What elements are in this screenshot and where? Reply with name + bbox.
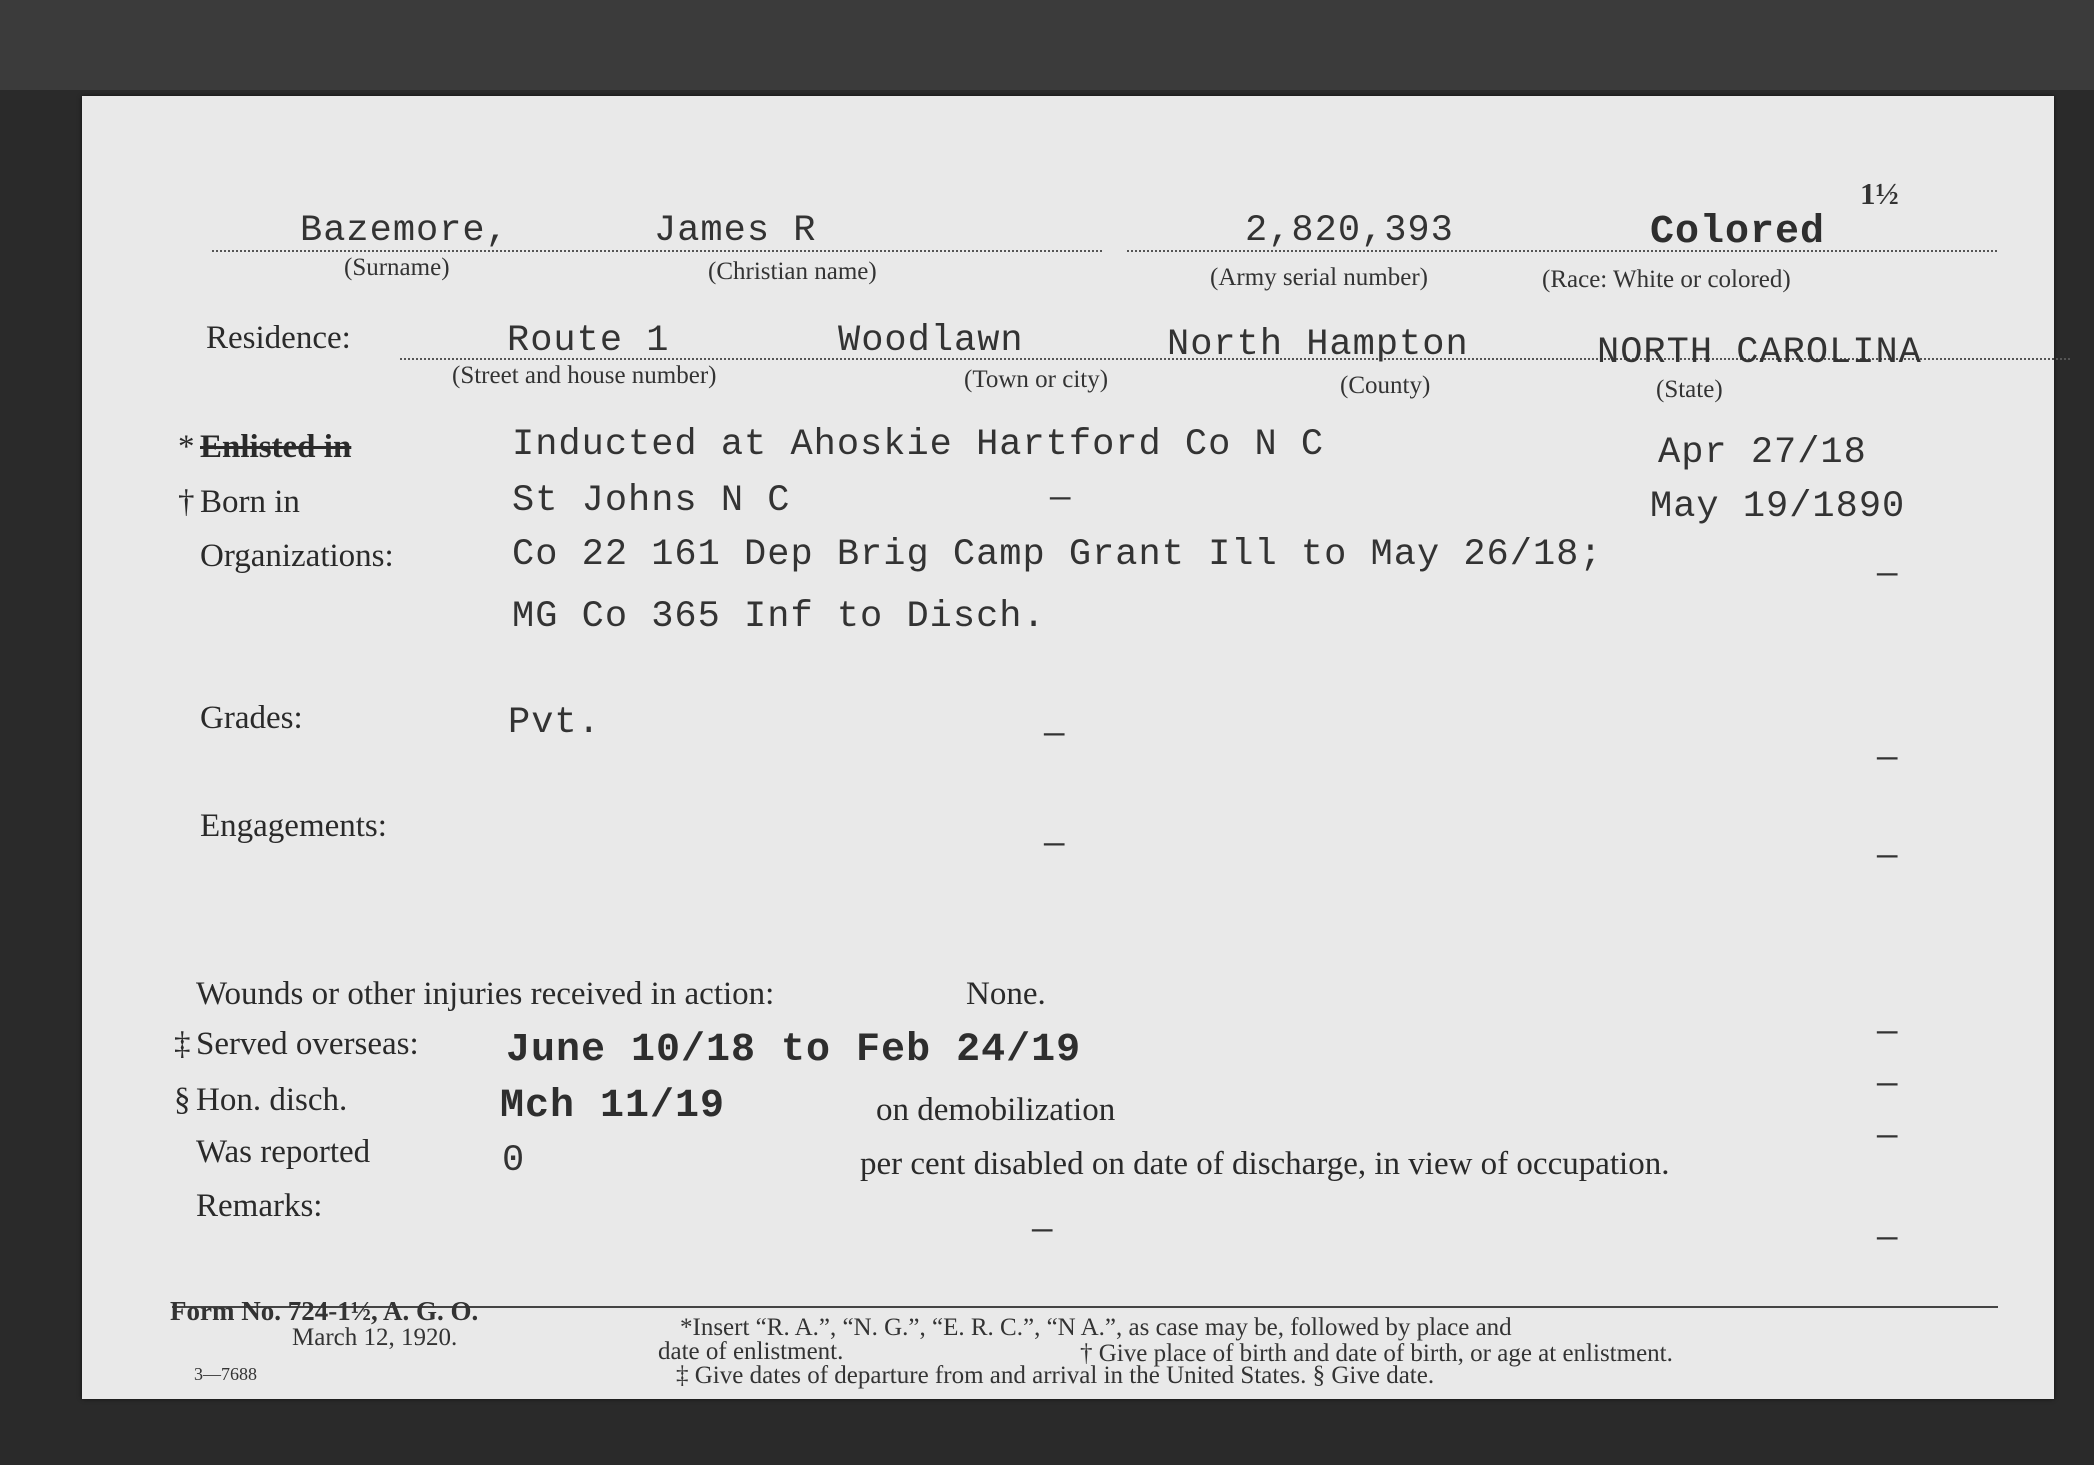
born-value: St Johns N C [512,480,791,522]
county-value: North Hampton [1167,324,1469,366]
dash-mark: — [1877,1118,1898,1156]
form-date: March 12, 1920. [292,1324,458,1351]
footnote-line1: *Insert “R. A.”, “N. G.”, “E. R. C.”, “N A.”, as case may be, followed by place and [680,1314,1512,1341]
reported-label: Was reported [196,1134,371,1170]
street-value: Route 1 [507,320,670,362]
caption-street: (Street and house number) [452,362,717,389]
residence-label: Residence: [206,320,351,356]
card-number: 1½ [1860,176,1899,211]
overseas-value: June 10/18 to Feb 24/19 [506,1028,1082,1073]
born-dagger: † [178,484,195,520]
enlisted-value: Inducted at Ahoskie Hartford Co N C [512,424,1325,466]
born-label: Born in [200,484,300,520]
grades-value: Pvt. [508,702,601,744]
dash-mark: — [1877,556,1898,594]
discharge-value: Mch 11/19 [500,1084,726,1129]
caption-christian: (Christian name) [708,258,877,285]
wounds-label: Wounds or other injuries received in action: [196,976,775,1012]
overseas-mark: ‡ [174,1026,191,1062]
state-value: NORTH CAROLINA [1597,332,1922,374]
scan-background [0,0,2094,90]
discharge-label: Hon. disch. [196,1082,348,1118]
caption-state: (State) [1656,376,1723,403]
remarks-label: Remarks: [196,1188,323,1224]
print-code: 3—7688 [194,1364,257,1384]
caption-county: (County) [1340,372,1431,399]
enlisted-asterisk: * [178,429,195,465]
service-record-card [82,96,2054,1399]
christian-name-value: James R [654,210,817,252]
form-number: Form No. 724-1½, A. G. O. [170,1296,479,1326]
engagements-label: Engagements: [200,808,387,844]
caption-surname: (Surname) [344,254,450,281]
organizations-line1: Co 22 161 Dep Brig Camp Grant Ill to May 26/18; [512,534,1603,576]
serial-number-value: 2,820,393 [1245,210,1454,252]
discharge-mark: § [174,1082,191,1118]
footnote-line2b: † Give place of birth and date of birth, or age at enlistment. [1080,1340,1673,1367]
dash-mark: — [1044,826,1065,864]
footnote-line2a: date of enlistment. [658,1338,844,1365]
surname-value: Bazemore, [300,210,509,252]
footnote-line3: ‡ Give dates of departure from and arrival in the United States. § Give date. [676,1362,1435,1389]
reported-value: 0 [502,1140,526,1182]
organizations-label: Organizations: [200,538,394,574]
caption-town: (Town or city) [964,366,1109,393]
enlisted-label: Enlisted in [200,429,352,465]
race-value: Colored [1650,210,1826,255]
born-date: May 19/1890 [1650,486,1906,528]
dash-mark: — [1050,480,1071,518]
grades-label: Grades: [200,700,303,736]
dash-mark: — [1044,716,1065,754]
dash-mark: — [1877,838,1898,876]
reported-note: per cent disabled on date of discharge, in view of occupation. [860,1146,1670,1182]
organizations-line2: MG Co 365 Inf to Disch. [512,596,1046,638]
town-value: Woodlawn [838,320,1024,362]
dash-mark: — [1877,1014,1898,1052]
dash-mark: — [1032,1212,1053,1250]
dash-mark: — [1877,740,1898,778]
overseas-label: Served overseas: [196,1026,419,1062]
dash-mark: — [1877,1066,1898,1104]
wounds-value: None. [966,976,1046,1012]
enlisted-date: Apr 27/18 [1658,432,1867,474]
caption-serial: (Army serial number) [1210,264,1428,291]
discharge-note: on demobilization [876,1092,1116,1128]
dash-mark: — [1877,1220,1898,1258]
caption-race: (Race: White or colored) [1542,266,1791,293]
